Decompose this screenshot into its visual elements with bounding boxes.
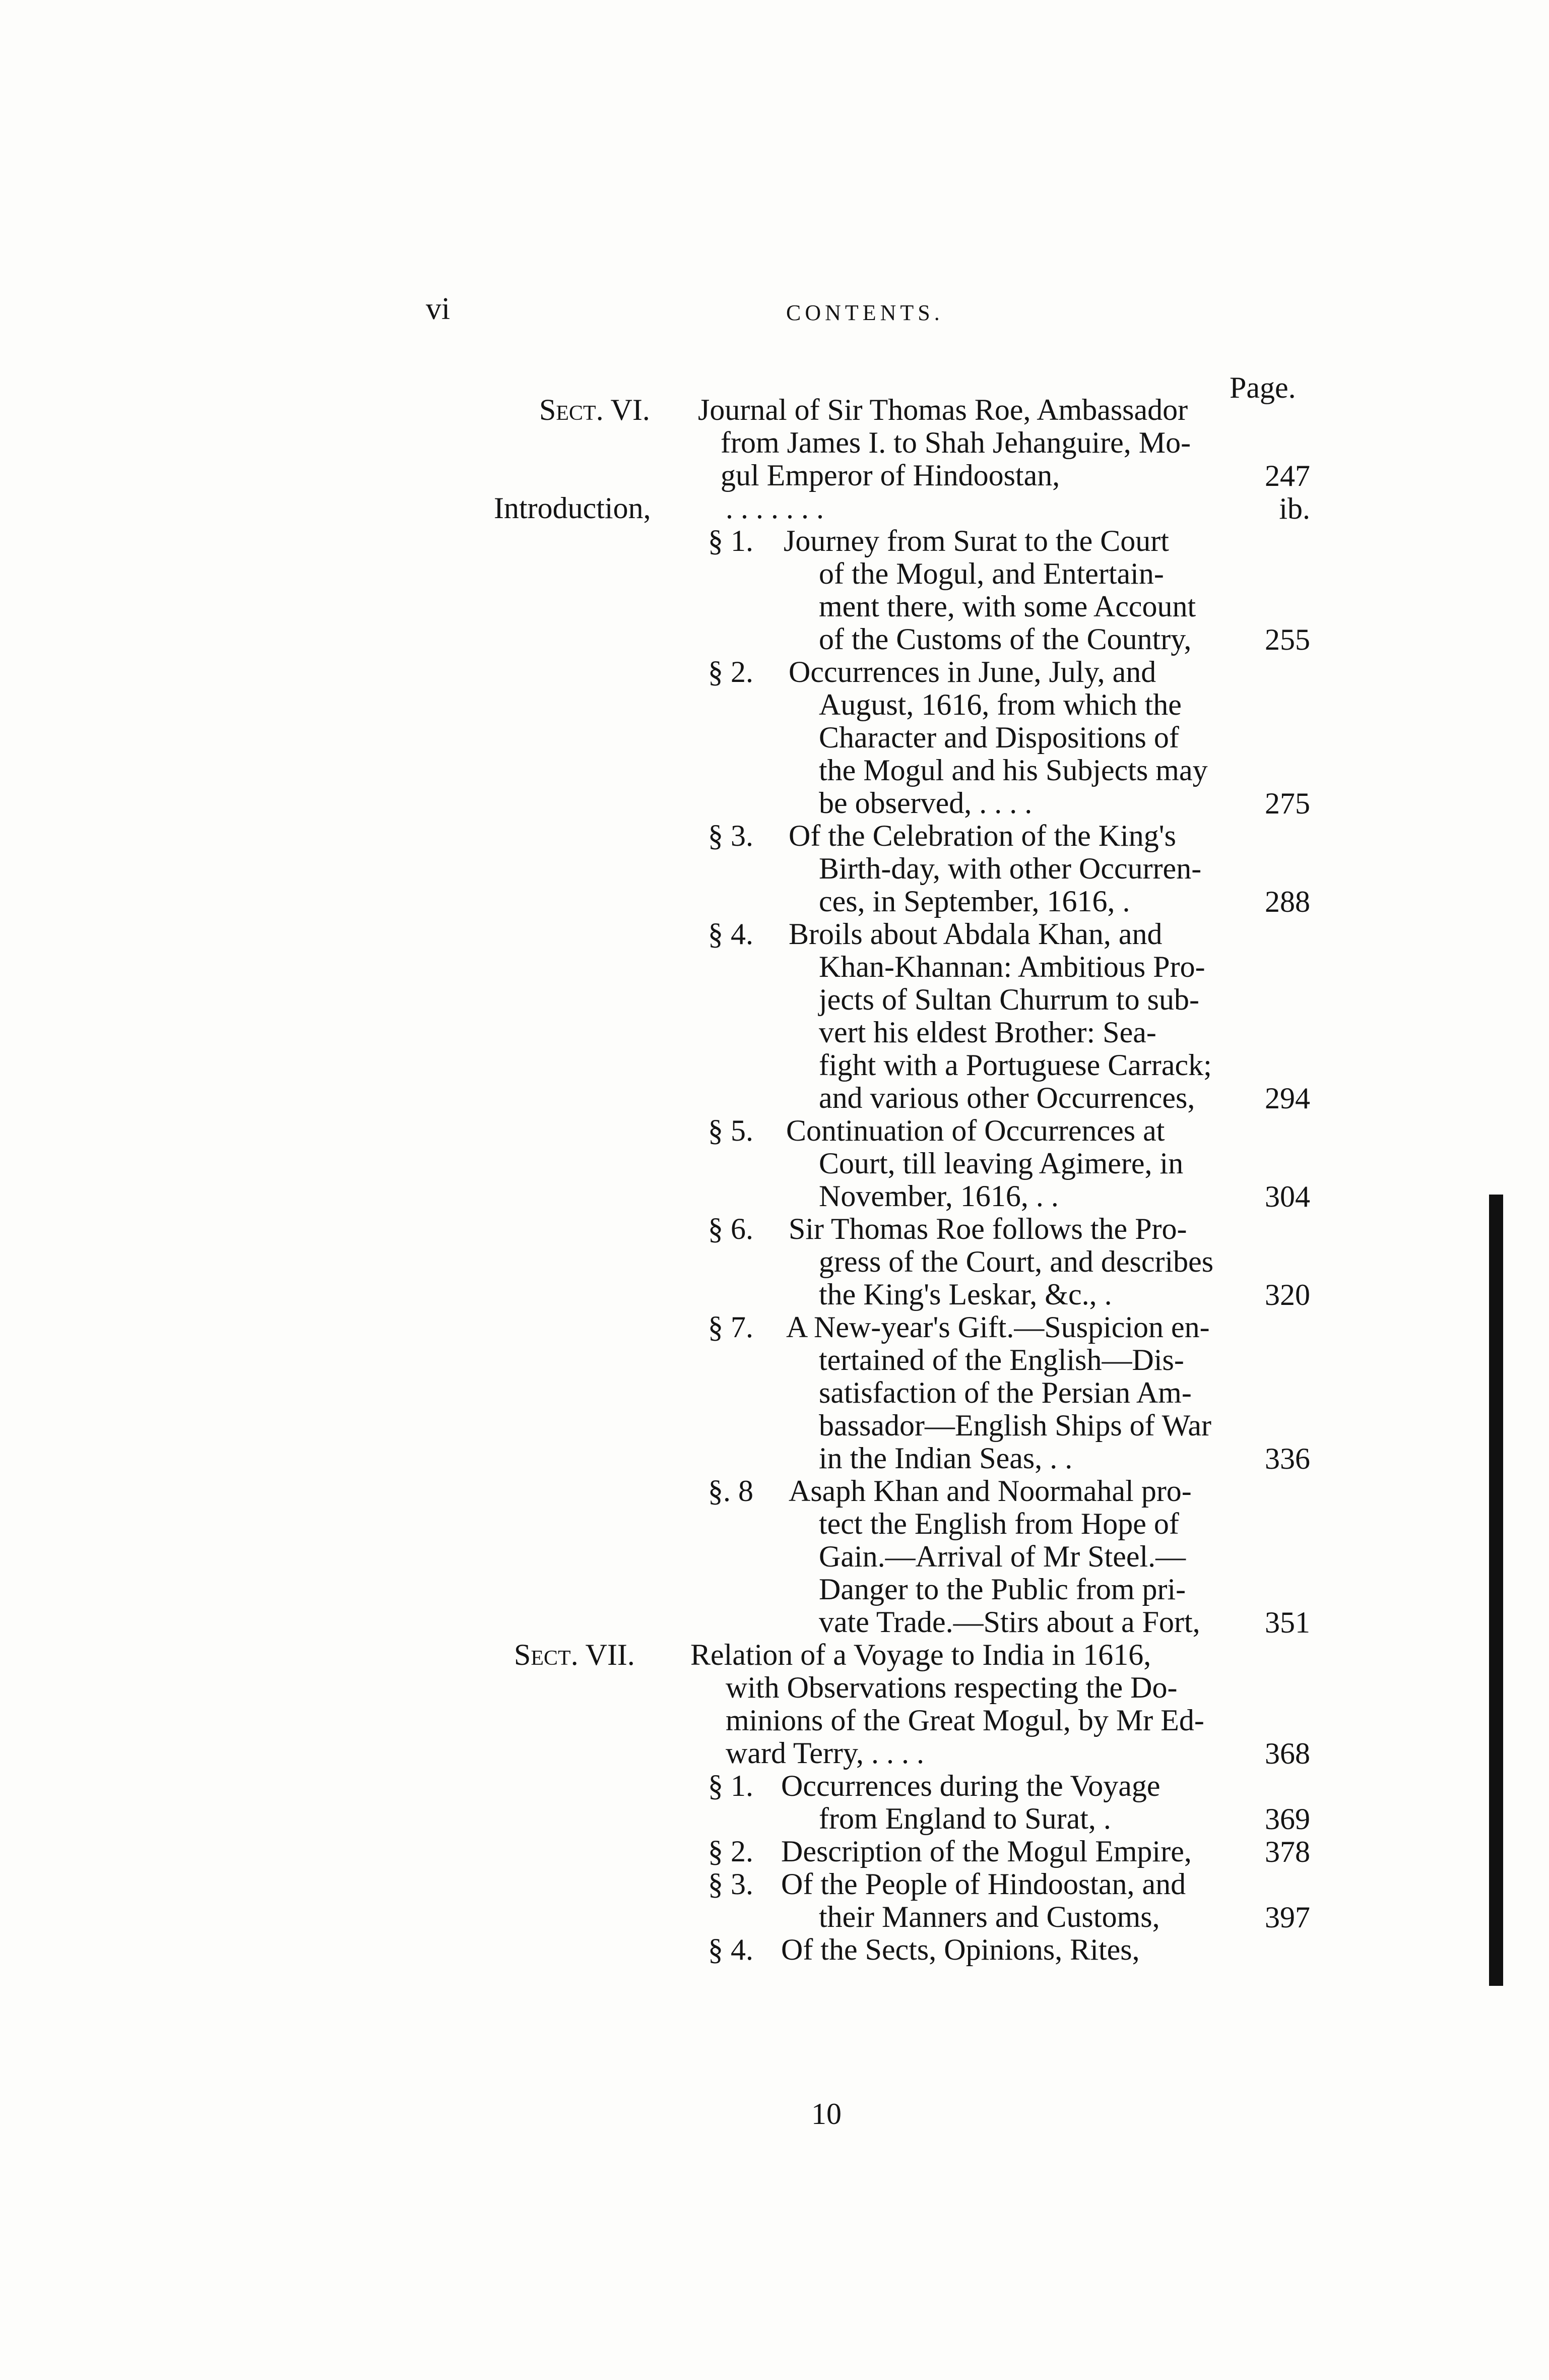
toc-entry-text: bassador—English Ships of War	[819, 1409, 1212, 1442]
toc-entry-label: § 2.	[708, 655, 753, 688]
toc-page-number: 294	[1265, 1082, 1310, 1115]
toc-entry-label: § 3.	[708, 1867, 753, 1901]
toc-page-number: 336	[1265, 1442, 1310, 1475]
toc-page-number: 369	[1265, 1802, 1310, 1836]
toc-entry-text: satisfaction of the Persian Am-	[819, 1376, 1192, 1409]
toc-entry-text: and various other Occurrences,	[819, 1081, 1195, 1114]
toc-entry-text: their Manners and Customs,	[819, 1900, 1160, 1933]
toc-entry-text: Court, till leaving Agimere, in	[819, 1147, 1184, 1180]
toc-entry-text: A New-year's Gift.—Suspicion en-	[786, 1310, 1210, 1344]
toc-page-number: 247	[1265, 459, 1310, 492]
toc-entry-text: Asaph Khan and Noormahal pro-	[789, 1474, 1192, 1508]
toc-entry-text: Journal of Sir Thomas Roe, Ambassador	[698, 393, 1188, 426]
toc-entry-label: § 2.	[708, 1835, 753, 1868]
toc-entry-text: Of the Sects, Opinions, Rites,	[781, 1933, 1140, 1966]
toc-entry-text: from England to Surat, .	[819, 1802, 1111, 1835]
toc-entry-text: of the Customs of the Country,	[819, 622, 1192, 656]
toc-entry-label: § 4.	[708, 917, 753, 951]
toc-page-number: 351	[1265, 1606, 1310, 1639]
toc-entry-text: Journey from Surat to the Court	[784, 524, 1169, 557]
toc-entry-text: be observed, . . . .	[819, 786, 1032, 820]
toc-page-number: ib.	[1279, 492, 1310, 525]
toc-entry-text: tect the English from Hope of	[819, 1507, 1179, 1540]
toc-entry-text: ward Terry, . . . .	[726, 1736, 925, 1770]
toc-entry-label: Sect. VII.	[514, 1638, 635, 1671]
toc-entry-text: fight with a Portuguese Carrack;	[819, 1048, 1212, 1082]
page-number: vi	[426, 292, 450, 326]
toc-entry-label: § 4.	[708, 1933, 753, 1966]
toc-entry-text: with Observations respecting the Do-	[726, 1671, 1178, 1704]
toc-entry-text: Birth-day, with other Occurren-	[819, 852, 1202, 885]
running-title: CONTENTS.	[786, 300, 944, 325]
toc-entry-text: Occurrences during the Voyage	[781, 1769, 1160, 1802]
toc-entry-text: Khan-Khannan: Ambitious Pro-	[819, 950, 1205, 983]
toc-entry-text: Of the People of Hindoostan, and	[781, 1867, 1186, 1901]
toc-entry-text: Danger to the Public from pri-	[819, 1573, 1186, 1606]
toc-entry-text: vate Trade.—Stirs about a Fort,	[819, 1605, 1200, 1639]
catchword: 10	[811, 2097, 842, 2131]
toc-entry-text: ces, in September, 1616, .	[819, 885, 1130, 918]
toc-entry-label: § 3.	[708, 819, 753, 852]
toc-entry-text: Gain.—Arrival of Mr Steel.—	[819, 1540, 1186, 1573]
toc-entry-text: August, 1616, from which the	[819, 688, 1182, 721]
toc-entry-text: minions of the Great Mogul, by Mr Ed-	[726, 1704, 1204, 1737]
toc-entry-text: Continuation of Occurrences at	[786, 1114, 1165, 1147]
toc-entry-text: gress of the Court, and describes	[819, 1245, 1214, 1278]
toc-entry-text: Sir Thomas Roe follows the Pro-	[789, 1212, 1187, 1245]
toc-entry-label: Sect. VI.	[539, 393, 650, 426]
toc-page-number: 378	[1265, 1835, 1310, 1868]
toc-entry-text: the Mogul and his Subjects may	[819, 754, 1208, 787]
toc-page-number: 368	[1265, 1737, 1310, 1770]
toc-entry-text: Description of the Mogul Empire,	[781, 1835, 1192, 1868]
toc-entry-text: ment there, with some Account	[819, 590, 1196, 623]
toc-entry-label: Introduction,	[494, 491, 651, 525]
toc-entry-text: . . . . . . .	[726, 491, 824, 525]
toc-entry-text: Occurrences in June, July, and	[789, 655, 1156, 688]
toc-entry-label: §. 8	[708, 1474, 753, 1508]
toc-page-number: 397	[1265, 1901, 1310, 1934]
toc-entry-text: Broils about Abdala Khan, and	[789, 917, 1163, 951]
toc-entry-text: November, 1616, . .	[819, 1179, 1059, 1213]
toc-entry-text: Of the Celebration of the King's	[789, 819, 1176, 852]
toc-entry-text: Relation of a Voyage to India in 1616,	[690, 1638, 1151, 1671]
toc-entry-text: the King's Leskar, &c., .	[819, 1278, 1112, 1311]
toc-entry-text: in the Indian Seas, . .	[819, 1442, 1073, 1475]
toc-entry-text: of the Mogul, and Entertain-	[819, 557, 1164, 590]
toc-page-number: 255	[1265, 623, 1310, 656]
page-column-label: Page.	[1230, 371, 1296, 404]
toc-page-number: 320	[1265, 1278, 1310, 1311]
toc-entry-text: Character and Dispositions of	[819, 721, 1179, 754]
toc-page-number: 275	[1265, 787, 1310, 820]
toc-entry-text: tertained of the English—Dis-	[819, 1343, 1184, 1376]
toc-entry-label: § 6.	[708, 1212, 753, 1245]
toc-entry-label: § 5.	[708, 1114, 753, 1147]
toc-entry-label: § 1.	[708, 524, 753, 557]
toc-page-number: 288	[1265, 885, 1310, 918]
page-edge-shadow	[1489, 1195, 1503, 1986]
toc-entry-text: jects of Sultan Churrum to sub-	[819, 983, 1199, 1016]
toc-entry-text: vert his eldest Brother: Sea-	[819, 1016, 1156, 1049]
toc-page-number: 304	[1265, 1180, 1310, 1213]
toc-entry-text: from James I. to Shah Jehanguire, Mo-	[721, 426, 1191, 459]
toc-entry-label: § 7.	[708, 1310, 753, 1344]
toc-entry-label: § 1.	[708, 1769, 753, 1802]
toc-entry-text: gul Emperor of Hindoostan,	[721, 459, 1060, 492]
